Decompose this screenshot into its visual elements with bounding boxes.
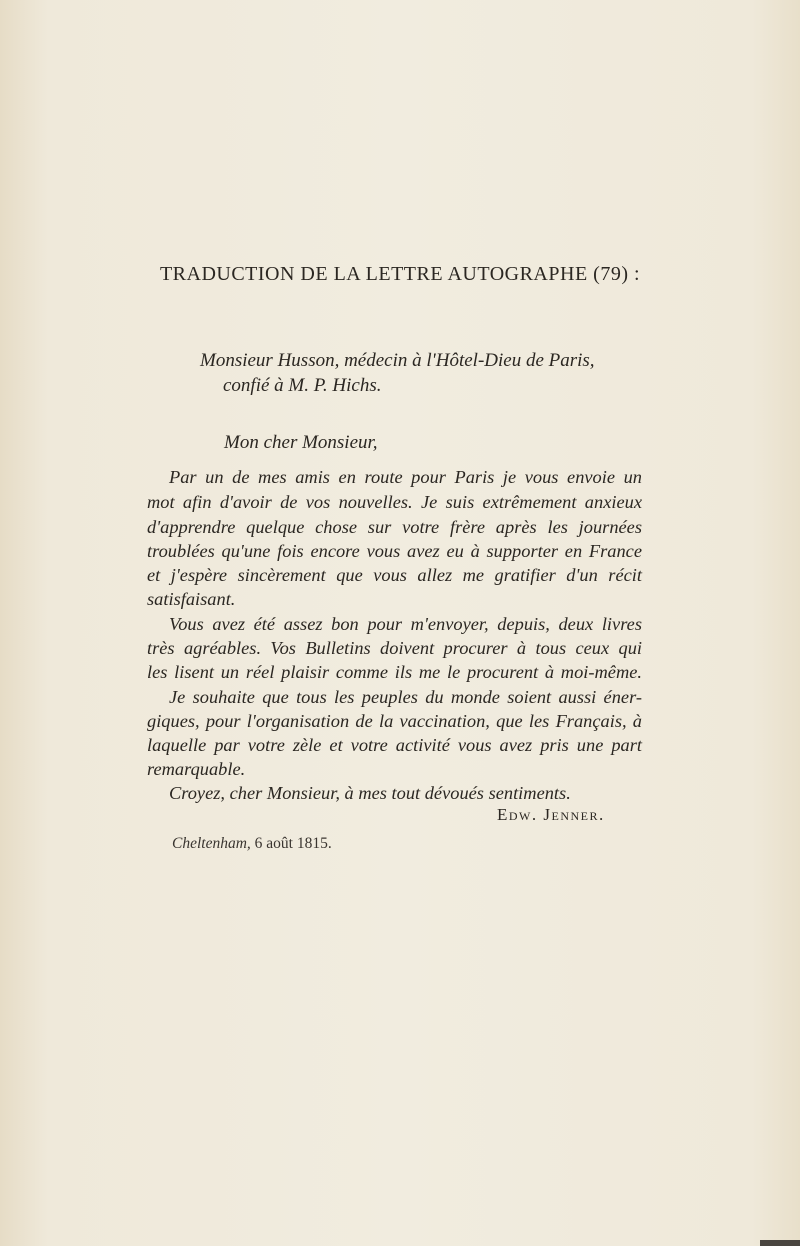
place-name: Cheltenham, <box>172 835 251 852</box>
body-line: les lisent un réel plaisir comme ils me le procurent à moi-même. <box>147 662 642 682</box>
body-line: Par un de mes amis en route pour Paris je vous envoie un <box>169 467 642 487</box>
body-line: et j'espère sincèrement que vous allez me gratifier d'un récit <box>147 565 642 585</box>
body-line: Croyez, cher Monsieur, à mes tout dévoués sentiments. <box>169 783 571 803</box>
address-line-2: confié à M. P. Hichs. <box>223 375 382 396</box>
body-line: troublées qu'une fois encore vous avez eu à supporter en France <box>147 541 642 561</box>
body-line: giques, pour l'organisation de la vaccination, que les Français, à <box>147 711 642 731</box>
page-heading: TRADUCTION DE LA LETTRE AUTOGRAPHE (79) : <box>159 263 641 285</box>
signature: Edw. Jenner. <box>497 805 605 824</box>
page-edge-mark <box>760 1240 800 1246</box>
place-date <box>172 835 332 853</box>
address-line-1: Monsieur Husson, médecin à l'Hôtel-Dieu de Paris, <box>200 350 595 371</box>
body-line: laquelle par votre zèle et votre activité vous avez pris une part <box>147 735 642 755</box>
body-line: très agréables. Vos Bulletins doivent procurer à tous ceux qui <box>147 638 642 658</box>
body-line: Je souhaite que tous les peuples du monde soient aussi éner- <box>169 687 642 707</box>
body-line: remarquable. <box>147 759 246 779</box>
body-line: d'apprendre quelque chose sur votre frère après les journées <box>147 517 642 537</box>
body-line: Vous avez été assez bon pour m'envoyer, depuis, deux livres <box>169 614 642 634</box>
letter-date: 6 août 1815. <box>254 835 332 852</box>
body-line: mot afin d'avoir de vos nouvelles. Je suis extrêmement anxieux <box>147 492 642 512</box>
salutation: Mon cher Monsieur, <box>224 432 378 453</box>
body-line: satisfaisant. <box>147 589 236 609</box>
